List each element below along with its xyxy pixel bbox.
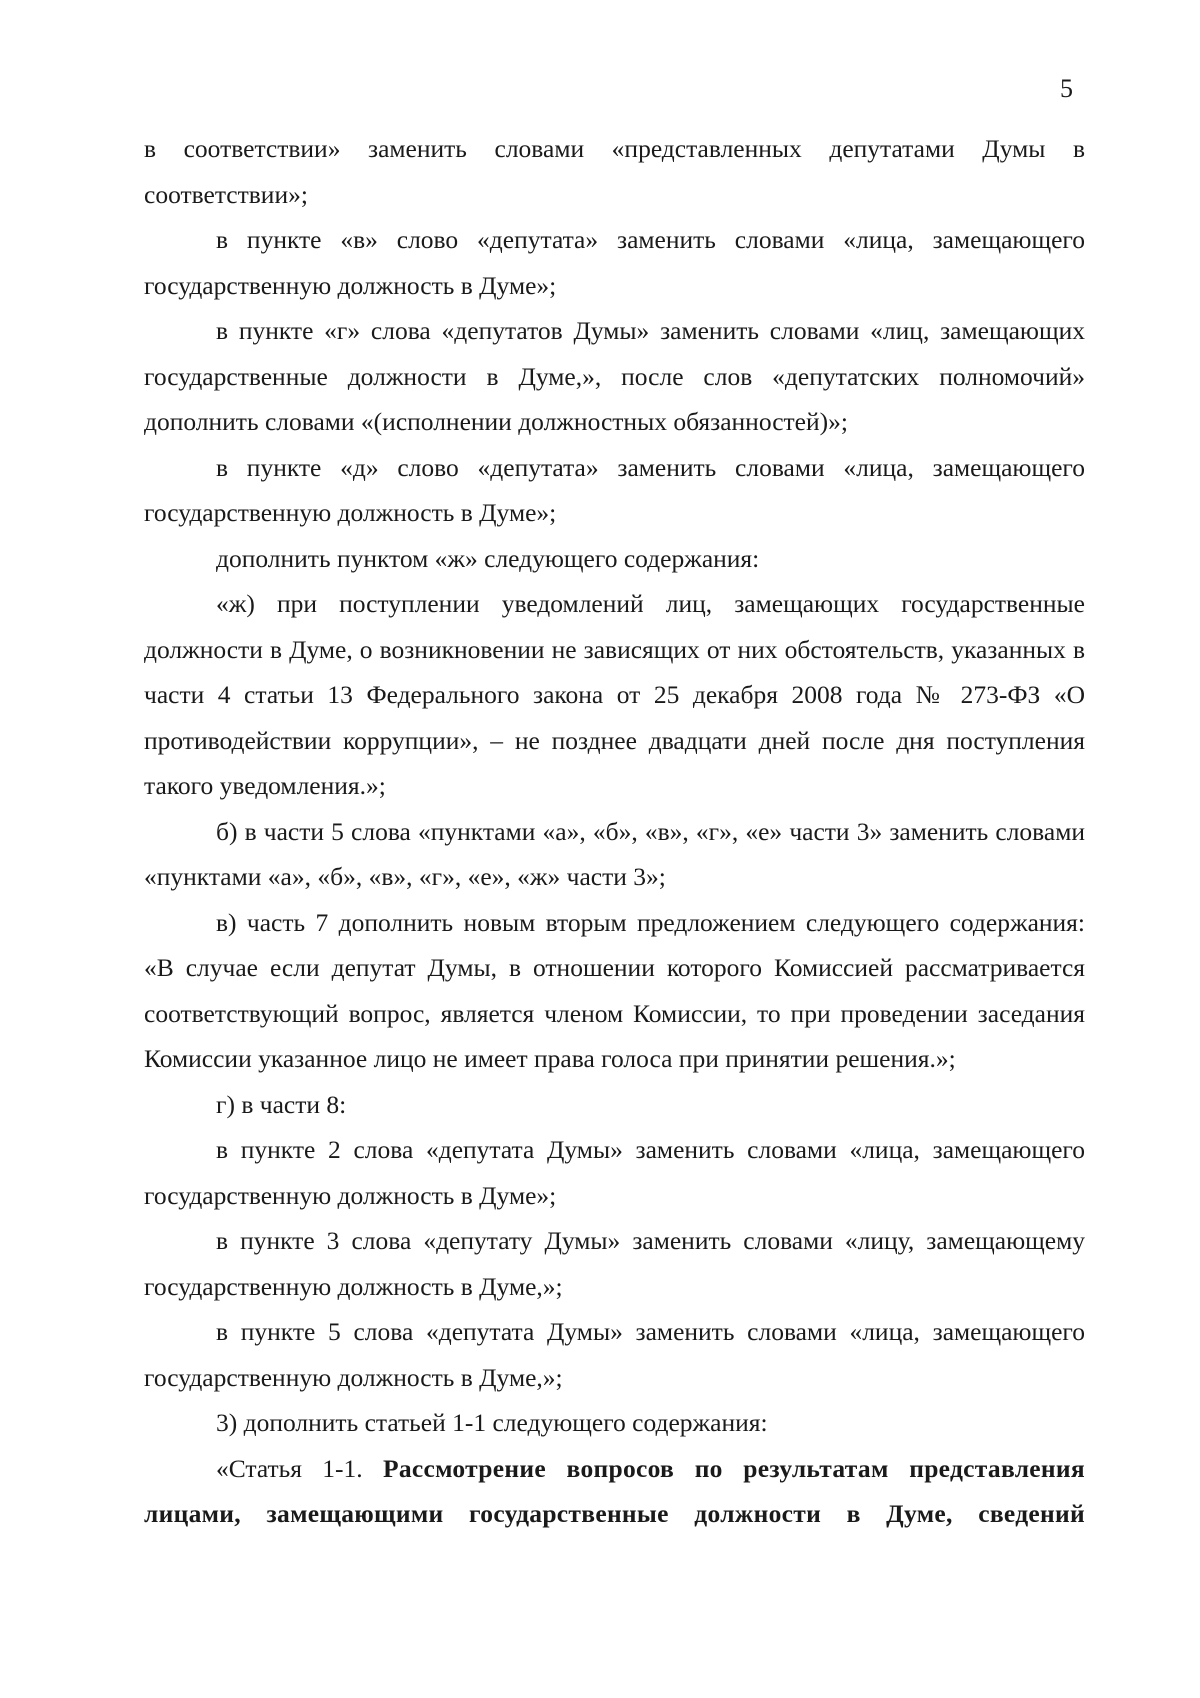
article-title: Рассмотрение вопросов по результатам представления лицами, замещающими государственные должности в Думе, сведений [144, 1453, 1085, 1528]
article-prefix: «Статья 1-1. [216, 1453, 383, 1483]
paragraph-12: в пункте 5 слова «депутата Думы» заменить словами «лица, замещающего государственную должность в Думе,»; [144, 1317, 1085, 1392]
paragraph-9: г) в части 8: [216, 1089, 347, 1119]
paragraph-5: дополнить пунктом «ж» следующего содержания: [216, 543, 760, 573]
paragraph-3: в пункте «г» слова «депутатов Думы» заменить словами «лиц, замещающих государственные должности в Думе,», после слов «депутатских полномочий» дополнить словами «(исполнении должностных обязанностей)»; [144, 316, 1085, 436]
article-heading [144, 1446, 1085, 1537]
paragraph-7: б) в части 5 слова «пунктами «а», «б», «в», «г», «е» части 3» заменить словами «пунктами «а», «б», «в», «г», «е», «ж» части 3»; [144, 816, 1085, 891]
paragraph-8: в) часть 7 дополнить новым вторым предложением следующего содержания: «В случае если депутат Думы, в отношении которого Комиссией рассматривается соответствующий вопрос, является членом Комиссии, то при проведении заседания Комиссии указанное лицо не имеет права голоса при принятии решения.»; [144, 907, 1085, 1073]
paragraph-13: 3) дополнить статьей 1-1 следующего содержания: [216, 1408, 768, 1437]
document-body [144, 126, 1085, 1537]
paragraph-4: в пункте «д» слово «депутата» заменить словами «лица, замещающего государственную должность в Думе»; [144, 452, 1085, 527]
paragraph-6: «ж) при поступлении уведомлений лиц, замещающих государственные должности в Думе, о возникновении не зависящих от них обстоятельств, указанных в части 4 статьи 13 Федерального закона от 25 декабря 2008 года № 273-ФЗ «О противодействии коррупции», – не позднее двадцати дней после дня поступления такого уведомления.»; [144, 589, 1085, 800]
paragraph-11: в пункте 3 слова «депутату Думы» заменить словами «лицу, замещающему государственную должность в Думе,»; [144, 1226, 1085, 1301]
paragraph-2: в пункте «в» слово «депутата» заменить словами «лица, замещающего государственную должность в Думе»; [144, 225, 1085, 300]
page-number: 5 [1060, 74, 1073, 103]
paragraph-10: в пункте 2 слова «депутата Думы» заменить словами «лица, замещающего государственную должность в Думе»; [144, 1135, 1085, 1210]
paragraph-1: в соответствии» заменить словами «представленных депутатами Думы в соответствии»; [144, 134, 1085, 209]
